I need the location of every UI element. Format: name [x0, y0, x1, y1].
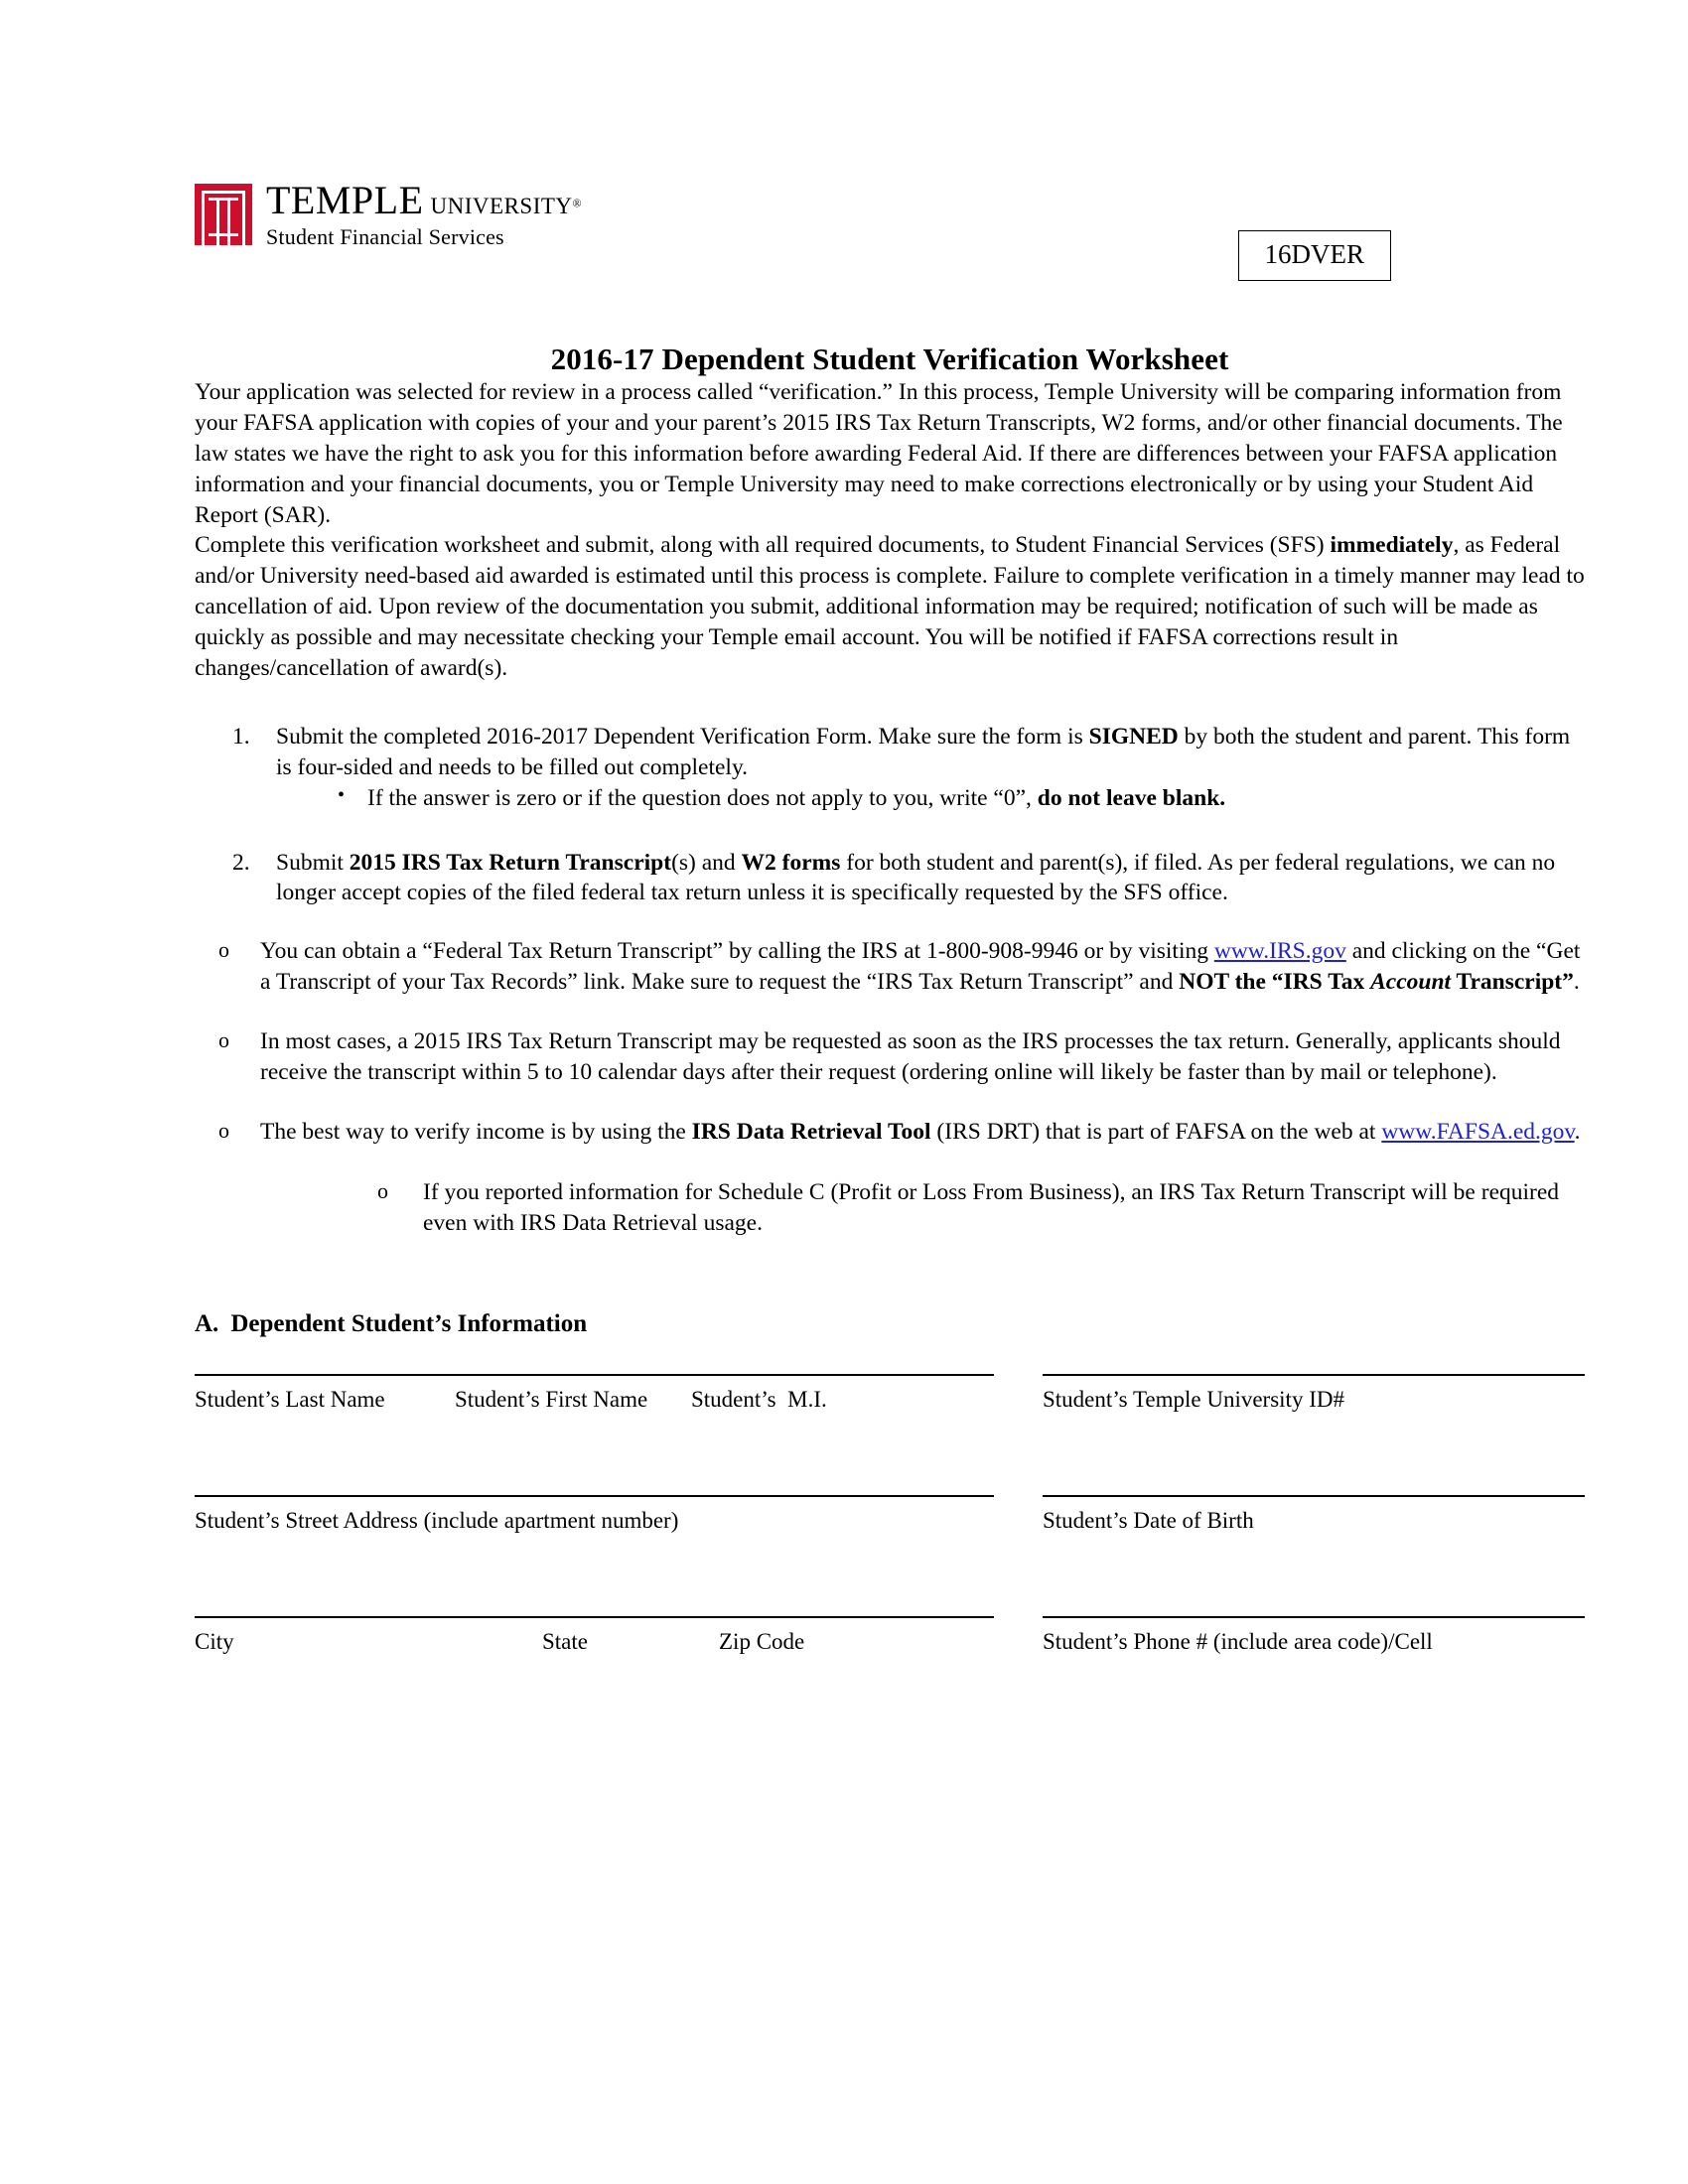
- logo-wordmark: [266, 178, 582, 249]
- complete-emphasis: immediately: [1330, 532, 1454, 559]
- label-first-name: Student’s First Name: [455, 1386, 648, 1412]
- label-phone: Student’s Phone # (include area code)/Cell: [1043, 1628, 1433, 1654]
- registered-trademark-icon: ®: [572, 196, 582, 210]
- transcript-options-list: [195, 936, 1585, 1238]
- bullet-text-part1: If the answer is zero or if the question does not apply to you, write “0”,: [367, 784, 1038, 811]
- page-content: [195, 0, 1585, 1702]
- section-a-letter: A.: [195, 1309, 219, 1337]
- label-city: City: [195, 1628, 234, 1654]
- option-1-not-emphasis-part1: NOT the “IRS Tax: [1179, 969, 1371, 996]
- schedule-c-note-list: [260, 1177, 1585, 1239]
- section-a-title: Dependent Student’s Information: [230, 1309, 588, 1337]
- bullet-emphasis: do not leave blank.: [1037, 784, 1226, 811]
- logo-t-foot-shape: [209, 233, 238, 236]
- instruction-2-text-part1: Submit: [276, 849, 350, 876]
- transcript-option-phone-web: [195, 936, 1585, 998]
- logo-temple-text: TEMPLE: [266, 178, 424, 222]
- instruction-1-bullet-item: [276, 783, 1585, 814]
- option-2-text: In most cases, a 2015 IRS Tax Return Transcript may be requested as soon as the IRS processes the tax return. Generally, applicants should receive the transcript within 5 to 10 calendar days after their request (ordering online will likely be faster than by mail or telephone).: [260, 1028, 1561, 1086]
- instruction-item-1: [195, 722, 1585, 814]
- logo-t-stem-shape: [216, 198, 230, 245]
- bullet-marker-icon: •: [338, 783, 346, 806]
- complete-text-part1: Complete this verification worksheet and submit, along with all required documents, to Student Financial Services (SFS): [195, 532, 1331, 559]
- section-a-heading: [195, 1310, 1585, 1338]
- intro-paragraph: Your application was selected for review in a process called “verification.” In this process, Temple University will be comparing information from your FAFSA application with copies of your and your parent’s 2015 IRS Tax Return Transcripts, W2 forms, and/or other financial documents. The law states we have the right to ask you for this information before awarding Federal Aid. If there are differences between your FAFSA application information and your financial documents, you or Temple University may need to make corrections electronically or by using your Student Aid Report (SAR).: [195, 379, 1563, 528]
- label-temple-id: Student’s Temple University ID#: [1043, 1386, 1344, 1412]
- field-line-city-left[interactable]: [195, 1616, 994, 1618]
- logo-department-text: Student Financial Services: [266, 224, 504, 249]
- circle-marker-icon: o: [218, 1027, 229, 1053]
- instruction-item-2: [195, 848, 1585, 909]
- circle-marker-icon: o: [377, 1177, 388, 1203]
- option-3-text-part1: The best way to verify income is by using the: [260, 1118, 692, 1145]
- label-date-of-birth: Student’s Date of Birth: [1043, 1507, 1254, 1533]
- student-information-fields: [195, 1374, 1585, 1702]
- instruction-2-transcript-emphasis: 2015 IRS Tax Return Transcript: [349, 849, 672, 876]
- field-row-city-state-zip: [195, 1616, 1585, 1702]
- field-line-phone-right[interactable]: [1043, 1616, 1585, 1618]
- label-state: State: [542, 1628, 588, 1654]
- option-3-drt-emphasis: IRS Data Retrieval Tool: [691, 1118, 931, 1145]
- irs-gov-link[interactable]: www.IRS.gov: [1213, 938, 1346, 965]
- schedule-c-note-text: If you reported information for Schedule C (Profit or Loss From Business), an IRS Tax Return Transcript will be required even with IRS Data Retrieval usage.: [423, 1178, 1560, 1236]
- temple-university-logo: [195, 178, 582, 249]
- transcript-option-timing: [195, 1026, 1585, 1088]
- logo-university-text: UNIVERSITY: [430, 194, 573, 218]
- instruction-1-bullets: [276, 783, 1585, 814]
- label-zip-code: Zip Code: [719, 1628, 805, 1654]
- field-row-name: [195, 1374, 1585, 1459]
- list-marker-2: 2.: [232, 849, 250, 876]
- field-line-address-left[interactable]: [195, 1495, 994, 1497]
- circle-marker-icon: o: [218, 937, 229, 963]
- option-3-text-part2: (IRS DRT) that is part of FAFSA on the web at: [930, 1118, 1382, 1145]
- temple-t-icon: [195, 184, 252, 245]
- field-row-address: [195, 1495, 1585, 1580]
- logo-primary-line: [266, 178, 582, 222]
- instruction-2-text-part2: (s) and: [671, 849, 742, 876]
- page-title: 2016-17 Dependent Student Verification Worksheet: [550, 341, 1229, 376]
- field-line-dob-right[interactable]: [1043, 1495, 1585, 1497]
- complete-text-part2: , as Federal and/or University need-based aid awarded is estimated until this process is complete. Failure to complete verification in a timely manner may lead to cancellation of aid. Upon review of the documentation you submit, additional information may be required; notification of such will be made as quickly as possible and may necessitate checking your Temple email account. You will be notified if FAFSA corrections result in changes/cancellation of award(s).: [195, 532, 1585, 682]
- instruction-1-text-part2: by both the student and parent. This form is four-sided and needs to be filled out completely.: [276, 723, 1571, 780]
- instructions-list: [195, 722, 1585, 908]
- instruction-1-signed-emphasis: SIGNED: [1088, 723, 1179, 750]
- option-1-not-emphasis-part2: Transcript”: [1451, 969, 1574, 996]
- transcript-option-drt: [195, 1117, 1585, 1239]
- option-1-text-part2: and clicking on the “Get a Transcript of your Tax Records” link. Make sure to request the “IRS Tax Return Transcript” and: [260, 938, 1581, 996]
- fafsa-gov-link[interactable]: www.FAFSA.ed.gov: [1381, 1118, 1575, 1145]
- circle-marker-icon: o: [218, 1117, 229, 1143]
- option-1-text-part1: You can obtain a “Federal Tax Return Transcript” by calling the IRS at 1-800-908-9946 or by visiting: [260, 938, 1214, 965]
- label-middle-initial: Student’s M.I.: [691, 1386, 827, 1412]
- instruction-2-w2-emphasis: W2 forms: [741, 849, 841, 876]
- label-last-name: Student’s Last Name: [195, 1386, 385, 1412]
- label-street-address: Student’s Street Address (include apartment number): [195, 1507, 679, 1533]
- schedule-c-note-item: [353, 1177, 1585, 1239]
- option-3-text-part3: .: [1574, 1118, 1581, 1145]
- field-line-name-left[interactable]: [195, 1374, 994, 1376]
- form-code-box: 16DVER: [1238, 230, 1392, 281]
- field-line-id-right[interactable]: [1043, 1374, 1585, 1376]
- instruction-1-text-part1: Submit the completed 2016-2017 Dependent Verification Form. Make sure the form is: [276, 723, 1089, 750]
- option-1-account-emphasis: Account: [1370, 969, 1452, 996]
- logo-t-arm-shape: [209, 198, 238, 201]
- document-header: [195, 178, 1585, 320]
- option-1-text-part3: .: [1573, 969, 1580, 996]
- complete-worksheet-paragraph: [195, 530, 1585, 683]
- list-marker-1: 1.: [232, 723, 250, 750]
- instruction-2-text-part3: for both student and parent(s), if filed. As per federal regulations, we can no longer accept copies of the filed federal tax return unless it is specifically requested by the SFS office.: [276, 849, 1556, 906]
